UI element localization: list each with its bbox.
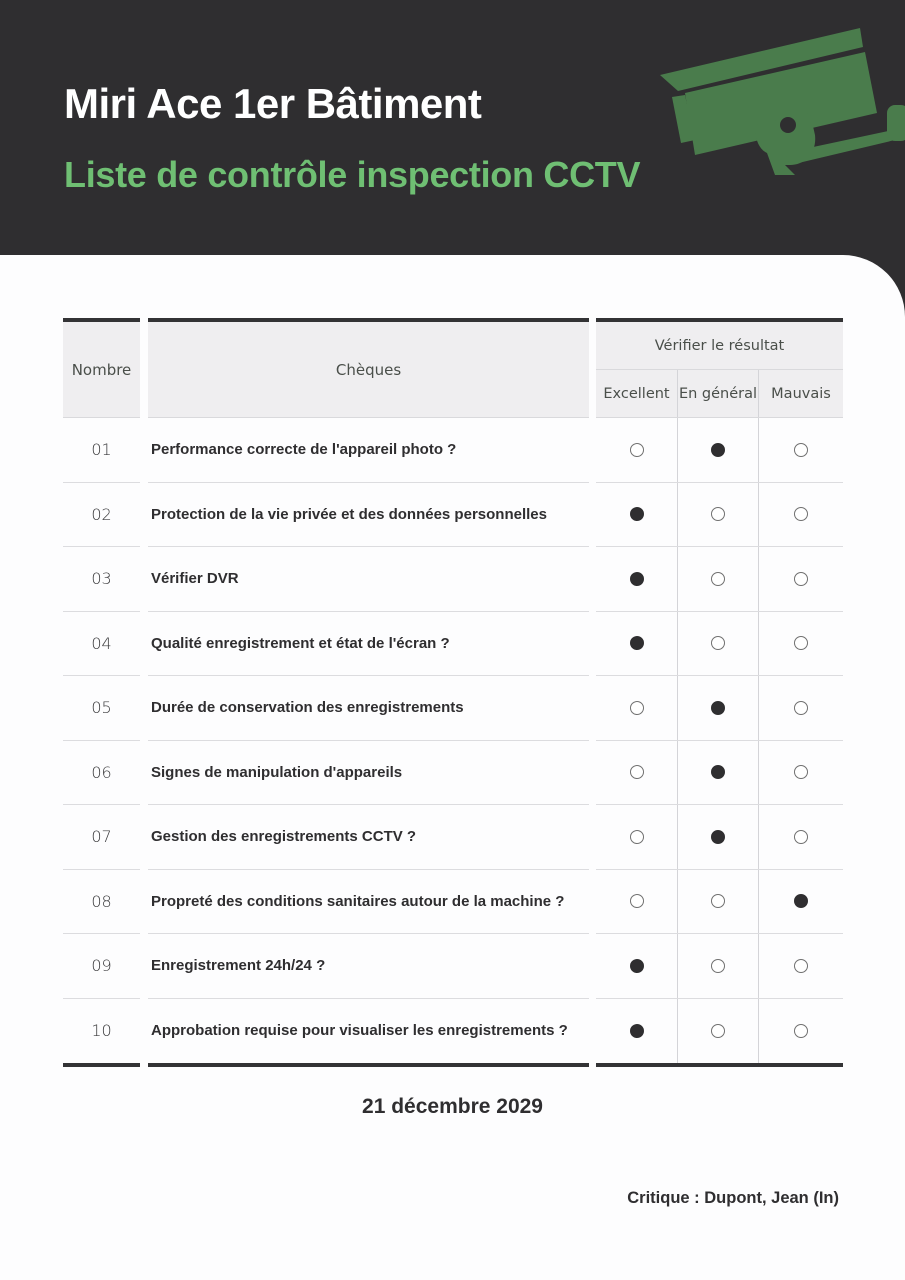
result-cell xyxy=(678,612,759,676)
radio-button[interactable] xyxy=(794,701,808,715)
result-row xyxy=(596,547,843,612)
radio-button[interactable] xyxy=(794,636,808,650)
result-cell xyxy=(759,934,843,998)
reviewer-name: Critique : Dupont, Jean (In) xyxy=(627,1189,839,1207)
result-cell xyxy=(678,483,759,547)
row-number: 04 xyxy=(63,612,140,677)
result-row xyxy=(596,483,843,548)
header-checks: Chèques xyxy=(148,322,589,418)
result-cell xyxy=(759,418,843,482)
result-cell xyxy=(596,870,678,934)
radio-button[interactable] xyxy=(794,765,808,779)
radio-button[interactable] xyxy=(630,830,644,844)
radio-button[interactable] xyxy=(711,443,725,457)
divider xyxy=(63,1063,140,1067)
divider xyxy=(148,1063,589,1067)
result-cell xyxy=(759,676,843,740)
result-cell xyxy=(678,418,759,482)
radio-button[interactable] xyxy=(630,443,644,457)
result-cell xyxy=(596,805,678,869)
check-item: Gestion des enregistrements CCTV ? xyxy=(148,805,589,870)
header-bad: Mauvais xyxy=(771,385,831,402)
result-cell xyxy=(759,741,843,805)
result-cell xyxy=(759,483,843,547)
row-number: 08 xyxy=(63,870,140,935)
number-column xyxy=(63,318,140,1067)
radio-button[interactable] xyxy=(711,959,725,973)
row-number: 03 xyxy=(63,547,140,612)
result-cell xyxy=(596,483,678,547)
radio-button[interactable] xyxy=(711,830,725,844)
radio-button[interactable] xyxy=(630,765,644,779)
result-cell xyxy=(596,612,678,676)
result-row xyxy=(596,418,843,483)
result-cell xyxy=(678,805,759,869)
result-cell xyxy=(759,999,843,1064)
check-item: Propreté des conditions sanitaires autour de la machine ? xyxy=(148,870,589,935)
radio-button[interactable] xyxy=(630,636,644,650)
check-item: Vérifier DVR xyxy=(148,547,589,612)
row-number: 09 xyxy=(63,934,140,999)
check-item: Signes de manipulation d'appareils xyxy=(148,741,589,806)
result-cell xyxy=(596,547,678,611)
result-cell xyxy=(678,870,759,934)
result-row xyxy=(596,805,843,870)
cctv-camera-icon xyxy=(655,25,905,175)
radio-button[interactable] xyxy=(711,701,725,715)
header-number: Nombre xyxy=(63,322,140,418)
result-cell xyxy=(678,741,759,805)
result-row xyxy=(596,676,843,741)
result-row xyxy=(596,741,843,806)
result-cell xyxy=(596,934,678,998)
result-row xyxy=(596,612,843,677)
results-column xyxy=(596,318,843,1067)
row-number: 10 xyxy=(91,1021,112,1041)
radio-button[interactable] xyxy=(794,959,808,973)
radio-button[interactable] xyxy=(711,1024,725,1038)
result-subheaders xyxy=(596,370,843,418)
row-number: 07 xyxy=(63,805,140,870)
radio-button[interactable] xyxy=(630,701,644,715)
result-row xyxy=(596,870,843,935)
radio-button[interactable] xyxy=(794,572,808,586)
check-item: Approbation requise pour visualiser les enregistrements ? xyxy=(151,1022,568,1040)
check-item: Durée de conservation des enregistrements xyxy=(148,676,589,741)
radio-button[interactable] xyxy=(794,894,808,908)
radio-button[interactable] xyxy=(630,894,644,908)
radio-button[interactable] xyxy=(711,765,725,779)
radio-button[interactable] xyxy=(794,1024,808,1038)
page-title: Miri Ace 1er Bâtiment xyxy=(64,80,482,127)
result-cell xyxy=(759,870,843,934)
radio-button[interactable] xyxy=(711,572,725,586)
checks-column xyxy=(148,318,589,1067)
page-subtitle: Liste de contrôle inspection CCTV xyxy=(64,154,641,195)
radio-button[interactable] xyxy=(630,507,644,521)
result-cell xyxy=(759,547,843,611)
radio-button[interactable] xyxy=(711,636,725,650)
radio-button[interactable] xyxy=(794,507,808,521)
row-number: 02 xyxy=(63,483,140,548)
radio-button[interactable] xyxy=(711,507,725,521)
radio-button[interactable] xyxy=(794,443,808,457)
inspection-date: 21 décembre 2029 xyxy=(362,1095,543,1118)
result-row xyxy=(596,934,843,999)
result-cell xyxy=(596,999,678,1064)
result-cell xyxy=(678,934,759,998)
radio-button[interactable] xyxy=(630,572,644,586)
row-number: 05 xyxy=(63,676,140,741)
result-cell xyxy=(759,612,843,676)
result-cell xyxy=(596,741,678,805)
row-number: 01 xyxy=(63,418,140,483)
header-excellent: Excellent xyxy=(596,370,678,417)
radio-button[interactable] xyxy=(630,1024,644,1038)
result-cell xyxy=(678,999,759,1064)
result-cell xyxy=(759,805,843,869)
check-item: Qualité enregistrement et état de l'écran ? xyxy=(148,612,589,677)
result-cell xyxy=(678,676,759,740)
result-rows xyxy=(596,418,843,1063)
header-result-group: Vérifier le résultat xyxy=(596,322,843,370)
result-cell xyxy=(678,547,759,611)
check-item: Protection de la vie privée et des données personnelles xyxy=(148,483,589,548)
row-number: 06 xyxy=(63,741,140,806)
radio-button[interactable] xyxy=(711,894,725,908)
header-general: En général xyxy=(678,370,759,417)
check-item: Enregistrement 24h/24 ? xyxy=(148,934,589,999)
result-cell xyxy=(596,676,678,740)
result-row xyxy=(596,999,843,1064)
check-item: Performance correcte de l'appareil photo ? xyxy=(148,418,589,483)
radio-button[interactable] xyxy=(630,959,644,973)
divider xyxy=(596,1063,843,1067)
radio-button[interactable] xyxy=(794,830,808,844)
result-cell xyxy=(596,418,678,482)
